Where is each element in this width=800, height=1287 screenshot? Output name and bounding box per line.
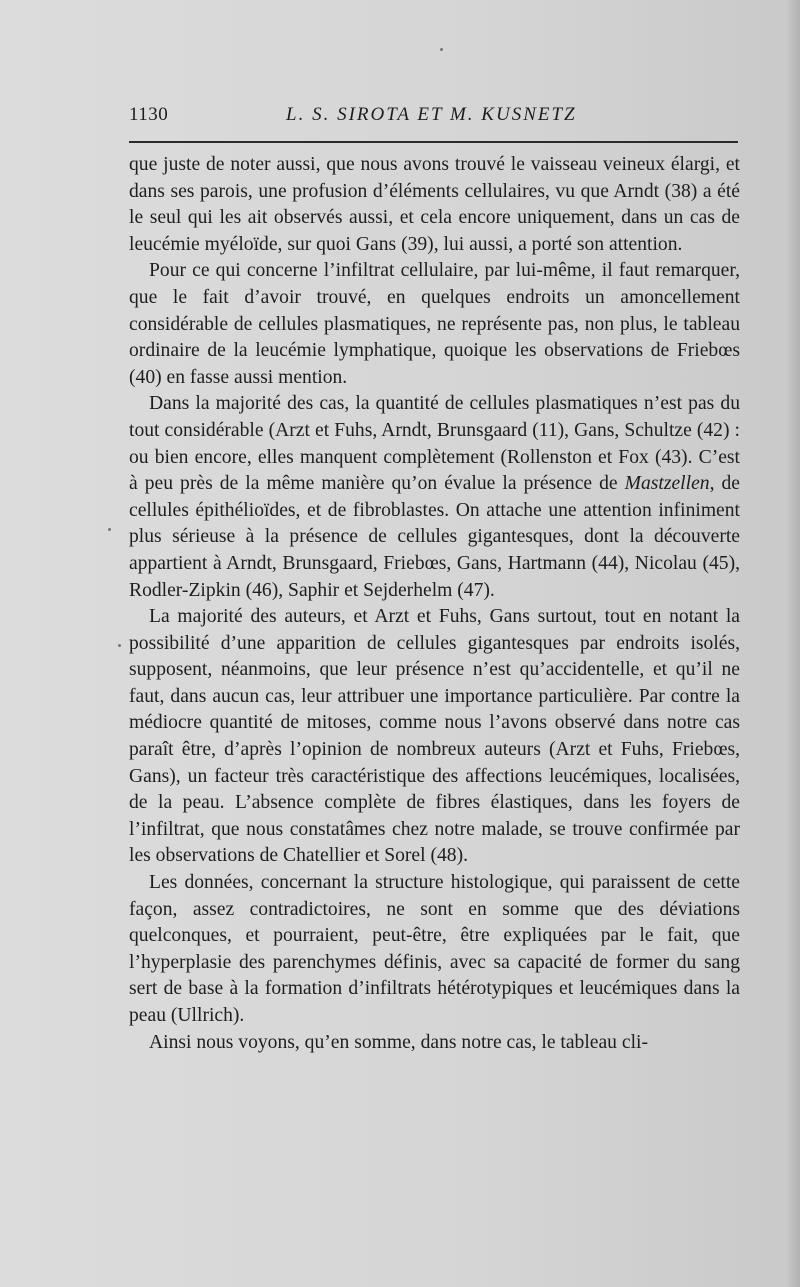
paragraph-text: La majorité des auteurs, et Arzt et Fuhs, Gans surtout, tout en notant la possibilité d’une apparition de cellules gigantesques par endroits isolés, supposent, néanmoins, que leur présence n’est qu’accidentelle, et qu’il ne faut, dans aucun cas, leur attribuer une importance particulière. Par contre la médiocre quantité de mitoses, comme nous l’avons observé dans notre cas paraît être, d’après l’opinion de nombreux auteurs (Arzt et Fuhs, Friebœs, Gans), un facteur très caractéristique des affections leucémiques, localisées, de la peau. L’absence complète de fibres élastiques, dans les foyers de l’infiltrat, que nous constatâmes chez notre malade, se trouve confirmée par les observations de Chatellier et Sorel (48). — [129, 606, 740, 867]
scan-speck — [118, 644, 121, 647]
italic-term: Mastzellen — [624, 473, 710, 495]
page-number: 1130 — [129, 104, 169, 125]
body-text — [129, 152, 740, 1056]
paragraph — [129, 391, 740, 604]
scan-speck — [440, 48, 443, 51]
header-rule — [129, 141, 738, 143]
paragraph — [129, 258, 740, 391]
paragraph — [129, 1030, 740, 1057]
paragraph — [129, 870, 740, 1030]
paragraph-text: , de cellules épithélioïdes, et de fibroblastes. On attache une attention infiniment plus sérieuse à la présence de cellules gigantesques, dont la découverte appartient à Arndt, Brunsgaard, Friebœs, Gans, Hartmann (44), Nicolau (45), Rodler-Zipkin (46), Saphir et Sejderhelm (47). — [129, 473, 740, 601]
paragraph-text: Ainsi nous voyons, qu’en somme, dans notre cas, le tableau cli- — [149, 1031, 648, 1053]
paragraph — [129, 152, 740, 258]
paragraph-text: Pour ce qui concerne l’infiltrat cellulaire, par lui-même, il faut remarquer, que le fait d’avoir trouvé, en quelques endroits un amoncellement considérable de cellules plasmatiques, ne représente pas, non plus, le tableau ordinaire de la leucémie lymphatique, quoique les observations de Friebœs (40) en fasse aussi mention. — [129, 260, 740, 388]
scan-speck — [108, 528, 111, 531]
page-edge-shadow — [786, 0, 800, 1287]
paragraph-text: Dans la majorité des cas, la quantité de cellules plasmatiques n’est pas du tout considérable (Arzt et Fuhs, Arndt, Brunsgaard (11), Gans, Schultze (42) : ou bien encore, elles manquent complètement (Rollenston et Fox (43). C’est à peu près de la même manière qu’on évalue la présence de — [129, 393, 740, 495]
paragraph — [129, 604, 740, 870]
paragraph-text: que juste de noter aussi, que nous avons trouvé le vaisseau veineux élargi, et dans ses parois, une profusion d’éléments cellulaires, vu que Arndt (38) a été le seul qui les ait observés aussi, et cela encore uniquement, dans un cas de leucémie myéloïde, sur quoi Gans (39), lui aussi, a porté son attention. — [129, 154, 740, 255]
page-header — [129, 104, 738, 130]
paragraph-text: Les données, concernant la structure histologique, qui paraissent de cette façon, assez contradictoires, ne sont en somme que des déviations quelconques, et pourraient, peut-être, être expliquées par le fait, que l’hyperplasie des parenchymes définis, avec sa capacité de former du sang sert de base à la formation d’infiltrats hétérotypiques et leucémiques dans la peau (Ullrich). — [129, 872, 740, 1026]
running-head: L. S. SIROTA ET M. KUSNETZ — [286, 104, 577, 125]
